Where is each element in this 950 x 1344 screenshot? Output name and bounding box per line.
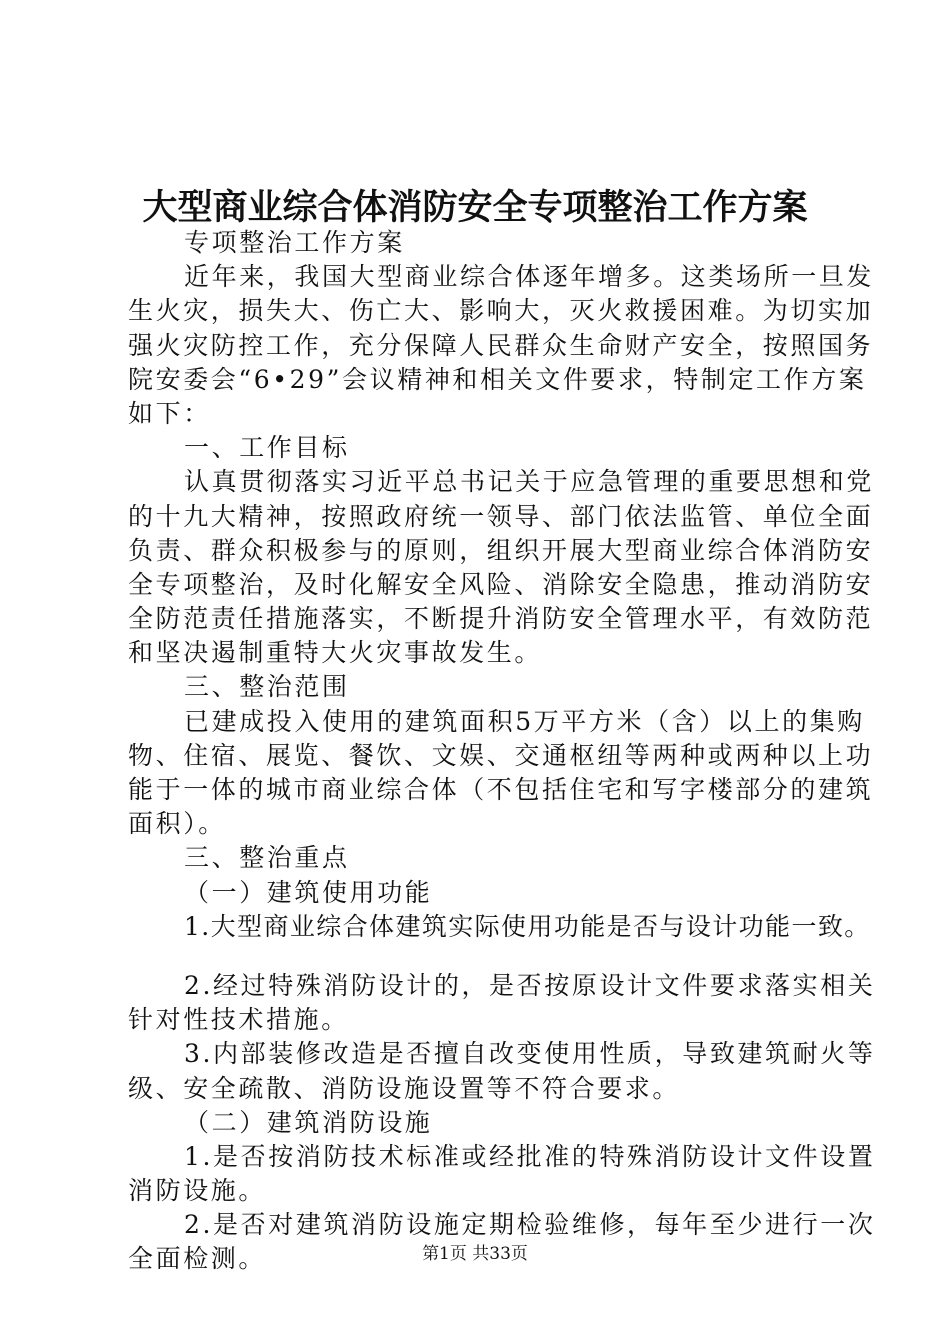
paragraph-line: 物、住宿、展览、餐饮、文娱、交通枢纽等两种或两种以上功 bbox=[128, 740, 874, 770]
section-heading: 三、整治范围 bbox=[184, 672, 350, 702]
paragraph-line: 负责、群众积极参与的原则，组织开展大型商业综合体消防安 bbox=[128, 535, 874, 565]
paragraph-line: 认真贯彻落实习近平总书记关于应急管理的重要思想和党 bbox=[184, 467, 875, 497]
paragraph-line: 强火灾防控工作，充分保障人民群众生命财产安全，按照国务 bbox=[128, 330, 874, 360]
paragraph-line: 针对性技术措施。 bbox=[128, 1005, 349, 1035]
paragraph-line: 全面检测。 bbox=[128, 1244, 267, 1274]
page-number-footer: 第1页 共33页 bbox=[422, 1244, 528, 1264]
paragraph-line: 级、安全疏散、消防设施设置等不符合要求。 bbox=[128, 1073, 681, 1103]
paragraph-line: 全专项整治，及时化解安全风险、消除安全隐患，推动消防安 bbox=[128, 569, 874, 599]
paragraph-line: 近年来，我国大型商业综合体逐年增多。这类场所一旦发 bbox=[184, 262, 875, 292]
paragraph-line: 2.经过特殊消防设计的，是否按原设计文件要求落实相关 bbox=[184, 970, 876, 1000]
document-body bbox=[128, 226, 876, 1277]
paragraph-line: 3.内部装修改造是否擅自改变使用性质，导致建筑耐火等 bbox=[184, 1039, 876, 1069]
document-title: 大型商业综合体消防安全专项整治工作方案 bbox=[142, 187, 808, 228]
paragraph-line: 专项整治工作方案 bbox=[184, 228, 405, 257]
paragraph-line: 1.是否按消防技术标准或经批准的特殊消防设计文件设置 bbox=[184, 1141, 876, 1171]
paragraph-line: 1.大型商业综合体建筑实际使用功能是否与设计功能一致。 bbox=[184, 911, 871, 941]
paragraph-line: 消防设施。 bbox=[128, 1176, 267, 1206]
paragraph-line: 能于一体的城市商业综合体（不包括住宅和写字楼部分的建筑 bbox=[128, 775, 874, 804]
paragraph-line: 2.是否对建筑消防设施定期检验维修，每年至少进行一次 bbox=[184, 1210, 876, 1240]
paragraph-line: 院安委会“6•29”会议精神和相关文件要求，特制定工作方案 bbox=[128, 364, 867, 394]
subsection-heading: （一）建筑使用功能 bbox=[184, 877, 433, 907]
paragraph-line: 已建成投入使用的建筑面积5万平方米（含）以上的集购 bbox=[184, 706, 865, 736]
section-heading: 一、工作目标 bbox=[184, 433, 350, 463]
paragraph-line: 和坚决遏制重特大火灾事故发生。 bbox=[128, 638, 543, 668]
blank-line bbox=[128, 944, 840, 969]
paragraph-line: 的十九大精神，按照政府统一领导、部门依法监管、单位全面 bbox=[128, 501, 874, 531]
section-heading: 三、整治重点 bbox=[184, 843, 350, 873]
paragraph-line: 生火灾，损失大、伤亡大、影响大，灭火救援困难。为切实加 bbox=[128, 296, 874, 326]
paragraph-line: 面积）。 bbox=[128, 809, 226, 839]
paragraph-line: 如下： bbox=[128, 398, 211, 428]
subsection-heading: （二）建筑消防设施 bbox=[184, 1107, 433, 1137]
paragraph-line: 全防范责任措施落实，不断提升消防安全管理水平，有效防范 bbox=[128, 604, 874, 634]
